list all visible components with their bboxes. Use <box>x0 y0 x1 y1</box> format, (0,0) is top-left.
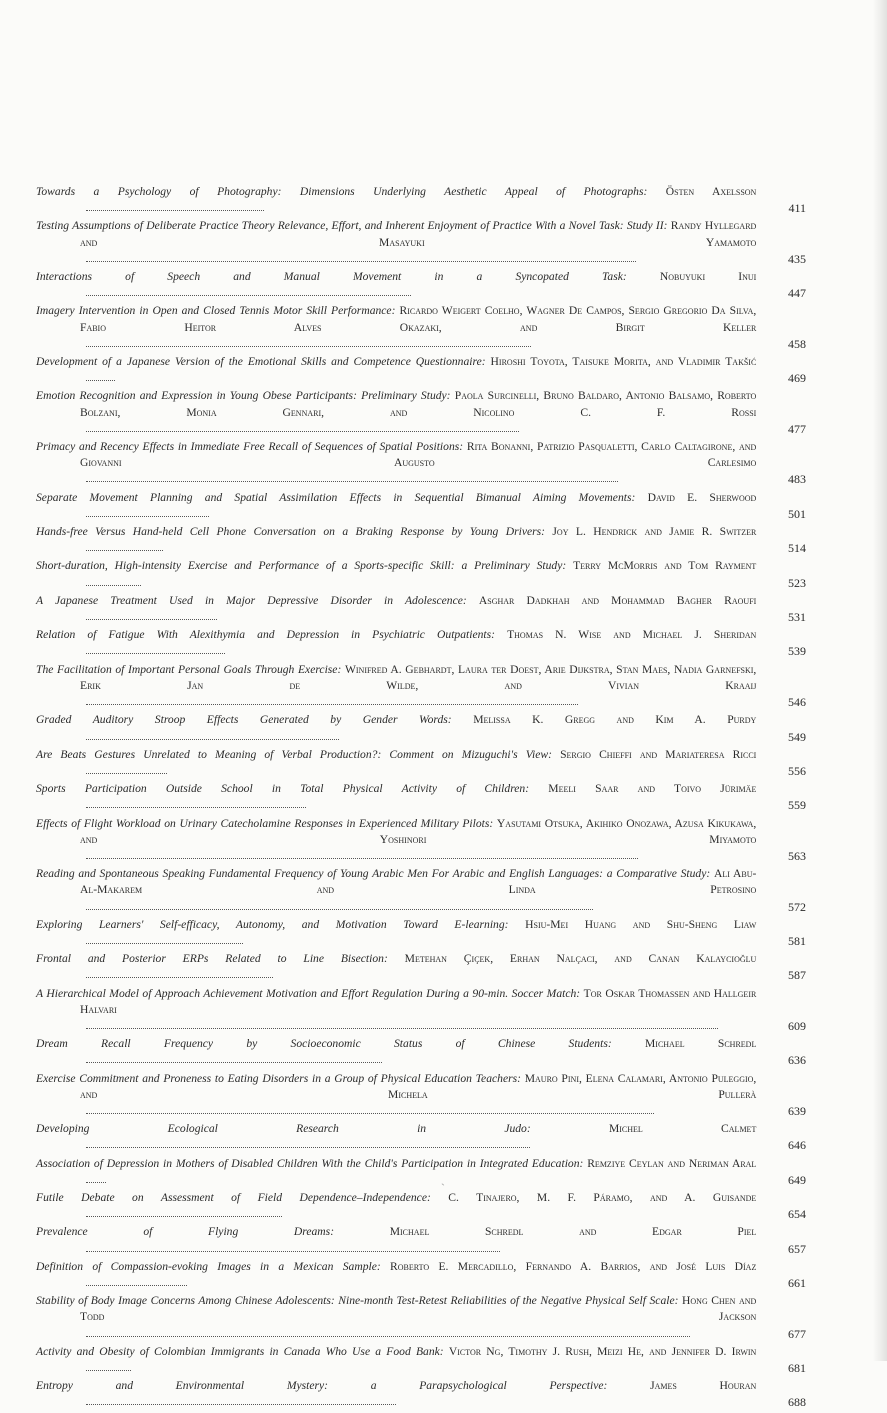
entry-text <box>36 1293 756 1342</box>
entry-authors: Victor Ng, Timothy J. Rush, Meizi He, and Jennifer D. Irwin <box>448 1344 757 1358</box>
leader-dots <box>86 943 243 944</box>
entry-page-number: 447 <box>788 286 806 301</box>
entry-page-number: 477 <box>788 421 806 436</box>
entry-title: Emotion Recognition and Expression in Young Obese Participants: Preliminary Study: <box>36 389 455 403</box>
toc-entry <box>36 490 806 522</box>
entry-page-number: 661 <box>788 1276 806 1290</box>
page-edge-shadow <box>873 0 887 1361</box>
entry-page-number: 435 <box>788 251 806 266</box>
toc-entry <box>36 1190 806 1222</box>
leader-dots <box>86 346 531 347</box>
entry-page-number: 587 <box>788 968 806 983</box>
entry-page-number: 501 <box>788 506 806 521</box>
leader-dots <box>86 1336 690 1337</box>
toc-entry <box>36 354 806 386</box>
leader-dots <box>86 977 273 978</box>
entry-text <box>36 388 756 437</box>
entry-title: Sports Participation Outside School in Total Physical Activity of Children: <box>36 782 549 796</box>
table-of-contents <box>36 184 806 1413</box>
entry-text <box>36 662 756 711</box>
entry-authors: Tor Oskar Thomassen and Hallgeir Halvari <box>80 986 757 1016</box>
entry-authors: David E. Sherwood <box>647 490 757 504</box>
entry-page-number: 688 <box>788 1395 806 1410</box>
entry-text <box>36 1036 756 1068</box>
toc-entry <box>36 524 806 556</box>
entry-text <box>36 1156 756 1188</box>
toc-entry <box>36 1293 806 1342</box>
toc-entry <box>36 439 806 488</box>
leader-dots <box>86 739 339 740</box>
leader-dots <box>86 210 264 211</box>
entry-title: Interactions of Speech and Manual Movement in a Syncopated Task: <box>36 270 660 284</box>
entry-authors: Nobuyuki Inui <box>659 270 757 284</box>
entry-title: Prevalence of Flying Dreams: <box>36 1225 390 1239</box>
leader-dots <box>86 653 225 654</box>
toc-entry <box>36 662 806 711</box>
leader-dots <box>86 1404 396 1405</box>
toc-entry <box>36 388 806 437</box>
entry-text <box>36 1378 756 1410</box>
entry-authors: Hsiu-Mei Huang and Shu-Sheng Liaw <box>525 917 757 931</box>
entry-title: Frontal and Posterior ERPs Related to Line Bisection: <box>36 952 405 966</box>
leader-dots <box>86 550 163 551</box>
entry-title: Exploring Learners' Self-efficacy, Autonomy, and Motivation Toward E-learning: <box>36 917 526 931</box>
entry-text <box>36 627 756 659</box>
entry-authors: Yasutami Otsuka, Akihiko Onozawa, Azusa Kikukawa, and Yoshinori Miyamoto <box>80 816 757 846</box>
toc-entry <box>36 712 806 744</box>
leader-dots <box>86 619 217 620</box>
entry-page-number: 469 <box>788 371 806 386</box>
toc-entry <box>36 816 806 865</box>
leader-dots <box>86 807 306 808</box>
entry-page-number: 657 <box>788 1241 806 1256</box>
entry-title: Graded Auditory Stroop Effects Generated by Gender Words: <box>36 713 474 727</box>
leader-dots <box>86 909 593 910</box>
entry-text <box>36 524 756 556</box>
entry-text <box>36 218 756 267</box>
entry-page-number: 649 <box>788 1172 806 1187</box>
entry-title: Separate Movement Planning and Spatial Assimilation Effects in Sequential Bimanual Aiming Movements: <box>36 490 648 504</box>
entry-text <box>36 1190 756 1222</box>
entry-title: A Japanese Treatment Used in Major Depressive Disorder in Adolescence: <box>36 593 479 607</box>
toc-entry <box>36 218 806 267</box>
toc-entry <box>36 1378 806 1410</box>
entry-authors: Hong Chen and Todd Jackson <box>80 1294 757 1324</box>
leader-dots <box>86 1216 282 1217</box>
entry-page-number: 514 <box>788 541 806 556</box>
entry-page-number: 539 <box>788 644 806 659</box>
entry-page-number: 531 <box>788 610 806 625</box>
entry-text <box>36 439 756 488</box>
leader-dots <box>86 1370 131 1371</box>
entry-authors: Randy Hyllegard and Masayuki Yamamoto <box>80 219 757 249</box>
leader-dots <box>86 1182 106 1183</box>
entry-page-number: 556 <box>788 763 806 778</box>
toc-entry <box>36 917 806 949</box>
entry-page-number: 609 <box>788 1018 806 1033</box>
entry-authors: Michel Calmet <box>608 1122 757 1136</box>
leader-dots <box>86 481 618 482</box>
toc-entry <box>36 986 806 1035</box>
entry-title: Hands-free Versus Hand-held Cell Phone Conversation on a Braking Response by Young Drivers: <box>36 525 553 539</box>
entry-text <box>36 866 756 915</box>
leader-dots <box>86 431 519 432</box>
entry-page-number: 639 <box>788 1103 806 1118</box>
entry-text <box>36 490 756 522</box>
entry-text <box>36 986 756 1035</box>
entry-authors: Östen Axelsson <box>665 185 757 198</box>
entry-authors: Joy L. Hendrick and Jamie R. Switzer <box>552 525 757 539</box>
entry-title: Primacy and Recency Effects in Immediate Free Recall of Sequences of Spatial Positions: <box>36 440 467 454</box>
entry-title: Reading and Spontaneous Speaking Fundamental Frequency of Young Arabic Men For Arabic and English Languages: a Comparative Study: <box>36 867 714 881</box>
entry-text <box>36 558 756 590</box>
entry-text <box>36 1259 756 1291</box>
leader-dots <box>86 1028 718 1029</box>
entry-page-number: 411 <box>788 201 806 216</box>
entry-title: Development of a Japanese Version of the Emotional Skills and Competence Questionnaire: <box>36 355 491 369</box>
entry-title: Are Beats Gestures Unrelated to Meaning of Verbal Production?: Comment on Mizuguchi's View: <box>36 747 561 761</box>
entry-title: Testing Assumptions of Deliberate Practice Theory Relevance, Effort, and Inherent Enjoyment of Practice With a Novel Task: Study II: <box>36 219 671 233</box>
entry-text <box>36 303 756 352</box>
entry-authors: Ricardo Weigert Coelho, Wagner De Campos, Sergio Gregorio Da Silva, Fabio Heitor Alves Okazaki, and Birgit Keller <box>80 304 757 334</box>
entry-text <box>36 1071 756 1120</box>
entry-text <box>36 712 756 744</box>
entry-text <box>36 1344 756 1376</box>
entry-authors: C. Tinajero, M. F. Páramo, and A. Guisande <box>448 1190 757 1204</box>
entry-title: Towards a Psychology of Photography: Dimensions Underlying Aesthetic Appeal of Photographs: <box>36 185 666 198</box>
entry-text <box>36 917 756 949</box>
entry-title: Relation of Fatigue With Alexithymia and Depression in Psychiatric Outpatients: <box>36 628 508 642</box>
entry-authors: Rita Bonanni, Patrizio Pasqualetti, Carlo Caltagirone, and Giovanni Augusto Carlesimo <box>80 440 757 470</box>
entry-title: Developing Ecological Research in Judo: <box>36 1122 609 1136</box>
entry-title: Imagery Intervention in Open and Closed Tennis Motor Skill Performance: <box>36 304 400 318</box>
entry-text <box>36 1121 756 1153</box>
entry-title: Dream Recall Frequency by Socioeconomic Status of Chinese Students: <box>36 1037 645 1051</box>
leader-dots <box>86 858 638 859</box>
entry-title: Effects of Flight Workload on Urinary Catecholamine Responses in Experienced Military Pilots: <box>36 816 497 830</box>
leader-dots <box>86 704 578 705</box>
toc-entry <box>36 593 806 625</box>
toc-entry <box>36 747 806 779</box>
leader-dots <box>86 295 411 296</box>
leader-dots <box>86 1251 500 1252</box>
entry-page-number: 581 <box>788 933 806 948</box>
leader-dots <box>86 1113 654 1114</box>
toc-entry <box>36 1344 806 1376</box>
entry-authors: Terry McMorris and Tom Rayment <box>573 559 757 573</box>
entry-text <box>36 269 756 301</box>
entry-authors: Metehan Çiçek, Erhan Nalçaci, and Canan Kalaycioğlu <box>404 952 757 966</box>
entry-authors: James Houran <box>650 1379 757 1393</box>
leader-dots <box>86 773 167 774</box>
toc-entry <box>36 1156 806 1188</box>
entry-page-number: 483 <box>788 472 806 487</box>
toc-entry <box>36 1259 806 1291</box>
leader-dots <box>86 261 636 262</box>
toc-entry <box>36 866 806 915</box>
toc-entry <box>36 1071 806 1120</box>
entry-authors: Thomas N. Wise and Michael J. Sheridan <box>507 628 757 642</box>
toc-entry <box>36 781 806 813</box>
entry-authors: Remziye Ceylan and Neriman Aral <box>587 1156 757 1170</box>
entry-page-number: 654 <box>788 1207 806 1222</box>
entry-title: Futile Debate on Assessment of Field Dependence–Independence: <box>36 1190 449 1204</box>
entry-authors: Winifred A. Gebhardt, Laura ter Doest, Arie Dijkstra, Stan Maes, Nadia Garnefski, Erik Jan de Wilde, and Vivian Kraaij <box>80 662 757 692</box>
entry-authors: Mauro Pini, Elena Calamari, Antonio Puleggio, and Michela Pullerà <box>80 1071 757 1101</box>
entry-authors: Paola Surcinelli, Bruno Baldaro, Antonio Balsamo, Roberto Bolzani, Monia Gennari, and Nicolino C. F. Rossi <box>80 389 757 419</box>
entry-page-number: 559 <box>788 798 806 813</box>
entry-text <box>36 1224 756 1256</box>
entry-text <box>36 816 756 865</box>
leader-dots <box>86 380 115 381</box>
entry-page-number: 563 <box>788 848 806 863</box>
entry-page-number: 549 <box>788 729 806 744</box>
entry-authors: Roberto E. Mercadillo, Fernando A. Barrios, and José Luis Díaz <box>390 1259 757 1273</box>
entry-authors: Michael Schredl <box>644 1037 757 1051</box>
entry-page-number: 458 <box>788 336 806 351</box>
entry-title: The Facilitation of Important Personal Goals Through Exercise: <box>36 662 345 676</box>
entry-title: Definition of Compassion-evoking Images in a Mexican Sample: <box>36 1259 391 1273</box>
toc-entry <box>36 558 806 590</box>
leader-dots <box>86 516 209 517</box>
leader-dots <box>86 1147 530 1148</box>
leader-dots <box>86 1285 187 1286</box>
entry-text <box>36 184 756 216</box>
entry-authors: Meeli Saar and Toivo Jürimäe <box>548 782 757 796</box>
scan-speck: ˎ <box>441 1172 445 1186</box>
toc-entry <box>36 1121 806 1153</box>
entry-page-number: 677 <box>788 1326 806 1341</box>
entry-authors: Sergio Chieffi and Mariateresa Ricci <box>560 747 757 761</box>
toc-entry <box>36 1036 806 1068</box>
toc-entry <box>36 184 806 216</box>
toc-entry <box>36 269 806 301</box>
leader-dots <box>86 1062 382 1063</box>
entry-title: Entropy and Environmental Mystery: a Parapsychological Perspective: <box>36 1379 651 1393</box>
toc-entry <box>36 1224 806 1256</box>
entry-authors: Melissa K. Gregg and Kim A. Purdy <box>473 713 757 727</box>
entry-title: Short-duration, High-intensity Exercise and Performance of a Sports-specific Skill: a Preliminary Study: <box>36 559 574 573</box>
toc-entry <box>36 627 806 659</box>
entry-text <box>36 354 756 386</box>
entry-text <box>36 781 756 813</box>
entry-authors: Asghar Dadkhah and Mohammad Bagher Raoufi <box>478 593 757 607</box>
entry-page-number: 681 <box>788 1361 806 1376</box>
entry-page-number: 523 <box>788 575 806 590</box>
leader-dots <box>86 585 141 586</box>
entry-title: Activity and Obesity of Colombian Immigrants in Canada Who Use a Food Bank: <box>36 1344 449 1358</box>
entry-authors: Ali Abu-Al-Makarem and Linda Petrosino <box>80 867 757 897</box>
entry-page-number: 572 <box>788 899 806 914</box>
entry-title: Exercise Commitment and Proneness to Eating Disorders in a Group of Physical Education Teachers: <box>36 1071 525 1085</box>
entry-authors: Hiroshi Toyota, Taisuke Morita, and Vladimir Takšić <box>490 355 757 369</box>
toc-entry <box>36 303 806 352</box>
entry-title: Stability of Body Image Concerns Among Chinese Adolescents: Nine-month Test-Retest Reliabilities of the Negative Physical Self Scale: <box>36 1294 683 1308</box>
entry-page-number: 636 <box>788 1053 806 1068</box>
entry-page-number: 546 <box>788 695 806 710</box>
entry-text <box>36 593 756 625</box>
entry-authors: Michael Schredl and Edgar Piel <box>389 1225 757 1239</box>
toc-entry <box>36 951 806 983</box>
entry-page-number: 646 <box>788 1138 806 1153</box>
entry-title: Association of Depression in Mothers of Disabled Children With the Child's Participation in Integrated Education: <box>36 1156 588 1170</box>
entry-text <box>36 747 756 779</box>
entry-text <box>36 951 756 983</box>
entry-title: A Hierarchical Model of Approach Achievement Motivation and Effort Regulation During a 90-min. Soccer Match: <box>36 986 584 1000</box>
